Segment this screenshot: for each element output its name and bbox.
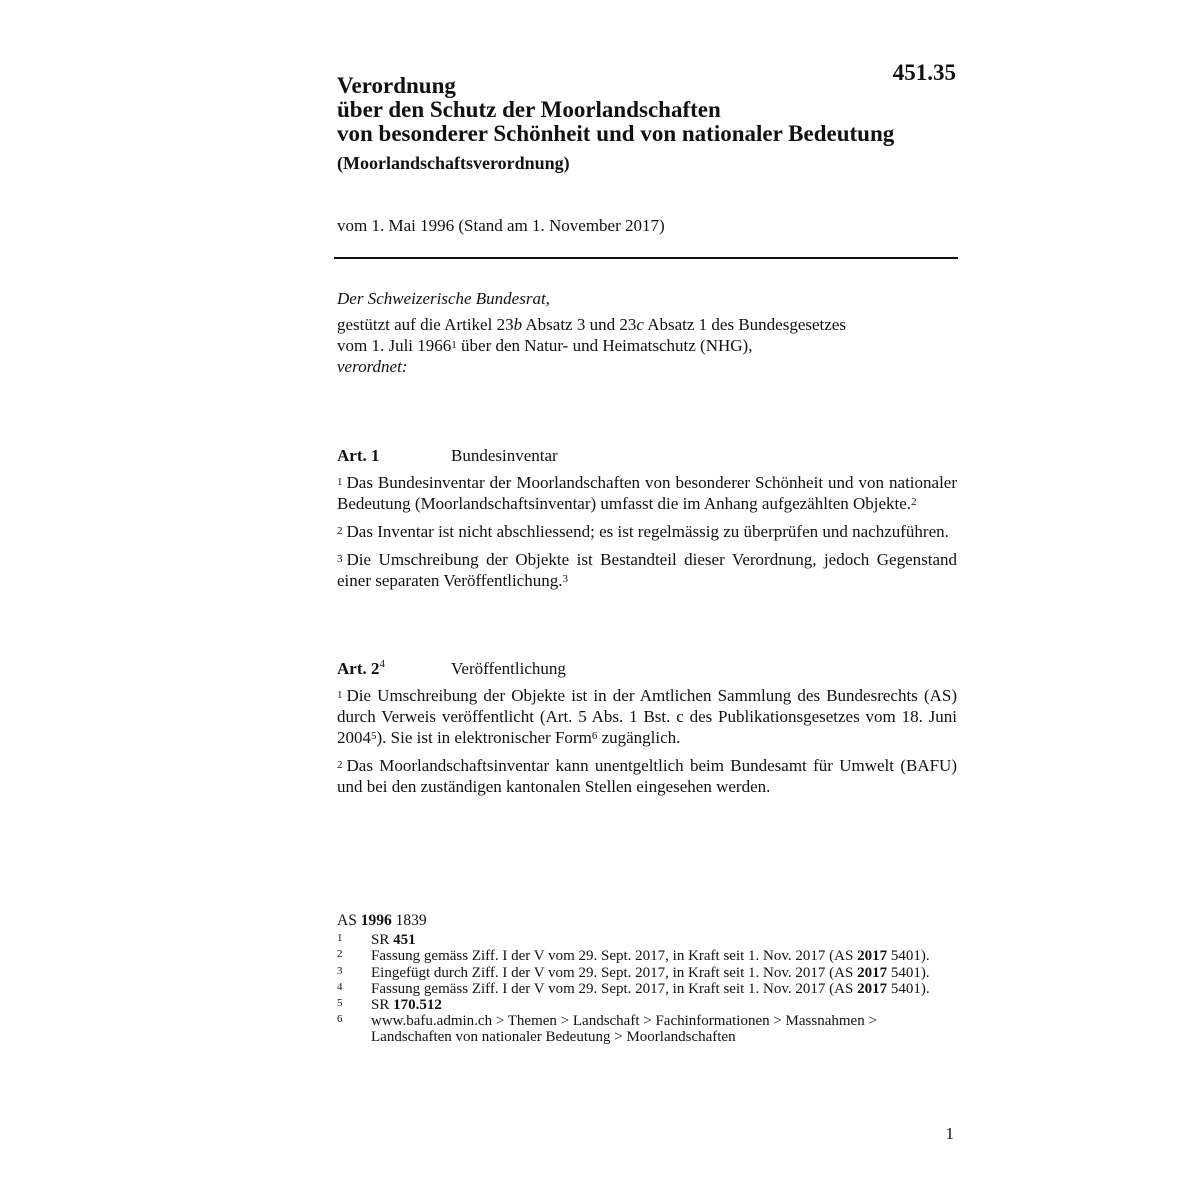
- footnote-text: [371, 981, 957, 997]
- article-label: [337, 659, 451, 679]
- footnote-ref[interactable]: 6: [591, 730, 598, 742]
- footnote-bold: 2017: [857, 980, 888, 997]
- paragraph-text: zugänglich.: [597, 728, 681, 747]
- subtitle: (Moorlandschaftsverordnung): [337, 153, 570, 173]
- footnote-ref[interactable]: 2: [911, 496, 917, 508]
- paragraph: [337, 685, 957, 748]
- basis-text: Absatz 3 und 23: [522, 315, 637, 334]
- paragraph-number: 2: [337, 525, 343, 537]
- preamble: [337, 288, 957, 377]
- footnote-bold: 451: [393, 932, 416, 949]
- article-label: [337, 446, 451, 466]
- basis-letter: b: [513, 315, 523, 334]
- footnote-text: [371, 932, 957, 948]
- footnote-item: [337, 981, 957, 997]
- title-block: [337, 74, 957, 174]
- article-1: [337, 446, 957, 598]
- article-number: Art. 1: [337, 446, 380, 465]
- footnote-text: [371, 948, 957, 964]
- article-number: Art. 2: [337, 659, 380, 678]
- footnote-text-part: Eingefügt durch Ziff. I der V vom 29. Sept. 2017, in Kraft seit 1. Nov. 2017 (AS: [371, 964, 858, 981]
- source-year: 1996: [360, 912, 392, 929]
- title-line: von besonderer Schönheit und von nationaler Bedeutung: [337, 121, 895, 146]
- paragraph-number: 2: [337, 759, 343, 771]
- sr-number: 451.35: [892, 60, 956, 85]
- date-line: vom 1. Mai 1996 (Stand am 1. November 2017): [337, 216, 665, 235]
- footnote-text-part: Fassung gemäss Ziff. I der V vom 29. Sept. 2017, in Kraft seit 1. Nov. 2017 (AS: [371, 980, 858, 997]
- preamble-verordnet: verordnet:: [337, 357, 408, 376]
- footnote-ref[interactable]: 5: [371, 730, 377, 742]
- footnote-number: 5: [337, 997, 343, 1010]
- paragraph-text: Die Umschreibung der Objekte ist in der Amtlichen Sammlung des Bundesrechts (AS) durch Verweis veröffentlicht (Art. 5 Abs. 1 Bst. c des Publikationsgesetzes vom 18. Juni 2004: [337, 686, 957, 747]
- footnote-item: [337, 1013, 957, 1045]
- footnote-text-part: 5401).: [887, 948, 930, 965]
- footnotes: [337, 913, 957, 1046]
- footnote-bold: 170.512: [393, 997, 442, 1014]
- footnote-ref[interactable]: 4: [379, 658, 385, 670]
- footnote-source: [337, 913, 957, 929]
- footnote-ref[interactable]: 1: [451, 339, 457, 351]
- basis-text: Absatz 1 des Bundesgesetzes: [643, 315, 846, 334]
- footnote-text: [371, 997, 957, 1013]
- footnote-bold: 2017: [857, 948, 888, 965]
- paragraph-number: 3: [337, 553, 343, 565]
- footnote-text-part: 5401).: [887, 980, 930, 997]
- paragraph: [337, 472, 957, 514]
- article-2: [337, 659, 957, 804]
- footnote-text: [371, 965, 957, 981]
- footnote-text-part: Fassung gemäss Ziff. I der V vom 29. Sept. 2017, in Kraft seit 1. Nov. 2017 (AS: [371, 948, 858, 965]
- title-line: Verordnung: [337, 73, 456, 98]
- footnote-item: [337, 932, 957, 948]
- basis-text: gestützt auf die Artikel 23: [337, 315, 514, 334]
- basis-letter: c: [636, 315, 644, 334]
- paragraph: [337, 755, 957, 797]
- preamble-basis: [337, 314, 957, 356]
- footnote-text-part: www.bafu.admin.ch > Themen > Landschaft > Fachinformationen > Massnahmen > Landschaften von nationaler Bedeutung > Moorlandschaften: [371, 1013, 877, 1046]
- paragraph-text: Die Umschreibung der Objekte ist Bestandteil dieser Verordnung, jedoch Gegenstand einer separaten Veröffentlichung.: [337, 550, 957, 590]
- article-heading: [337, 659, 957, 679]
- paragraph-number: 1: [337, 476, 343, 488]
- paragraph: [337, 521, 957, 542]
- paragraph-text: Das Bundesinventar der Moorlandschaften von besonderer Schönheit und von nationaler Bedeutung (Moorlandschaftsinventar) umfasst die im Anhang aufgezählten Objekte.: [337, 473, 957, 513]
- footnote-link[interactable]: [371, 1013, 957, 1045]
- article-title: Veröffentlichung: [451, 659, 566, 678]
- source-text: AS: [337, 912, 361, 929]
- footnote-text-part: 5401).: [887, 964, 930, 981]
- preamble-author: Der Schweizerische Bundesrat,: [337, 289, 550, 308]
- footnote-number: 1: [337, 932, 343, 945]
- source-text: 1839: [391, 912, 427, 929]
- footnote-ref[interactable]: 3: [562, 573, 568, 585]
- paragraph: [337, 549, 957, 591]
- paragraph-text: Das Inventar ist nicht abschliessend; es ist regelmässig zu überprüfen und nachzuführen.: [346, 522, 949, 541]
- footnote-text-part: SR: [371, 932, 394, 949]
- page-number: 1: [945, 1124, 954, 1143]
- title-divider: [334, 257, 958, 259]
- footnote-bold: 2017: [857, 964, 888, 981]
- article-heading: [337, 446, 957, 466]
- paragraph-number: 1: [337, 689, 343, 701]
- footnote-number: 4: [337, 980, 343, 993]
- footnote-text-part: SR: [371, 997, 394, 1014]
- footnote-item: [337, 997, 957, 1013]
- title-line: über den Schutz der Moorlandschaften: [337, 97, 721, 122]
- footnote-item: [337, 965, 957, 981]
- footnote-number: 2: [337, 948, 343, 961]
- article-title: Bundesinventar: [451, 446, 558, 465]
- basis-text: vom 1. Juli 1966: [337, 336, 452, 355]
- paragraph-text: ). Sie ist in elektronischer Form: [376, 728, 592, 747]
- basis-text: über den Natur- und Heimatschutz (NHG),: [456, 336, 753, 355]
- footnote-number: 6: [337, 1013, 343, 1026]
- footnote-item: [337, 948, 957, 964]
- paragraph-text: Das Moorlandschaftsinventar kann unentgeltlich beim Bundesamt für Umwelt (BAFU) und bei den zuständigen kantonalen Stellen eingesehen werden.: [337, 756, 957, 796]
- footnote-number: 3: [337, 964, 343, 977]
